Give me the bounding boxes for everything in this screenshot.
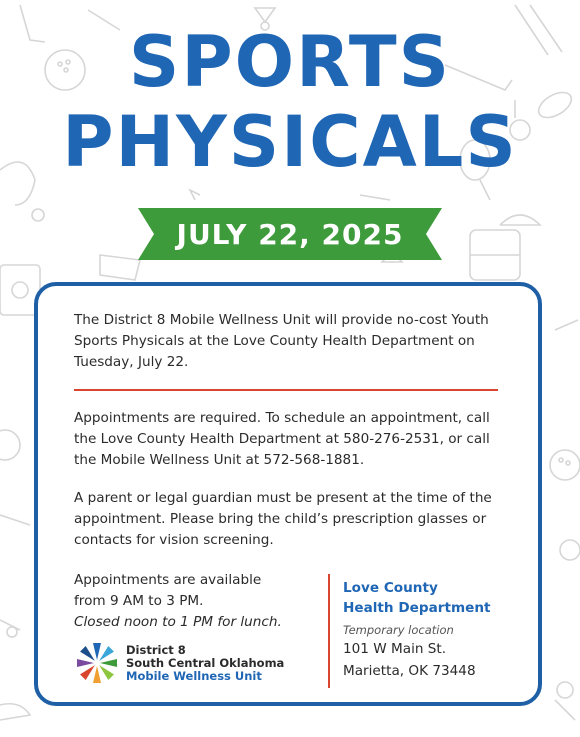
location-name-line-2: Health Department <box>343 600 491 616</box>
district-logo-text <box>126 644 326 683</box>
baseball-bat-icon <box>555 320 578 330</box>
hours-line-2: from 9 AM to 3 PM. <box>74 593 204 609</box>
location-name-line-1: Love County <box>343 580 438 596</box>
column-divider <box>328 574 330 688</box>
hours-line-1: Appointments are available <box>74 572 262 588</box>
hours-block <box>74 570 314 633</box>
location-street: 101 W Main St. <box>343 641 447 657</box>
location-block <box>343 578 533 682</box>
location-city: Marietta, OK 73448 <box>343 663 476 679</box>
logo-line-2: South Central Oklahoma <box>126 656 285 670</box>
logo-line-3: Mobile Wellness Unit <box>126 669 262 683</box>
stopwatch-icon <box>560 540 580 560</box>
ball-icon-right <box>550 450 580 480</box>
pill-icon <box>0 515 30 525</box>
shoe-icon <box>0 704 30 720</box>
guardian-paragraph: A parent or legal guardian must be present at the time of the appointment. Please bring the child’s prescription glasses or contacts for vision screening. <box>74 490 492 548</box>
title-line-1: SPORTS <box>128 21 452 103</box>
baton-icon <box>0 620 20 637</box>
appointments-paragraph: Appointments are required. To schedule an appointment, call the Love County Health Department at 580-276-2531, or call the Mobile Wellness Unit at 572-568-1881. <box>74 410 490 468</box>
hours-lunch-note: Closed noon to 1 PM for lunch. <box>74 614 282 630</box>
medal-icon <box>555 682 575 720</box>
location-note: Temporary location <box>343 623 454 637</box>
ball-icon-left <box>0 430 20 460</box>
hurdle-icon <box>360 195 390 200</box>
intro-paragraph: The District 8 Mobile Wellness Unit will provide no-cost Youth Sports Physicals at the Love County Health Department on Tuesday, July 22. <box>74 312 489 370</box>
logo-line-1: District 8 <box>126 643 186 657</box>
district-logo-icon <box>74 640 120 686</box>
cap-icon <box>470 215 540 280</box>
title-line-2: PHYSICALS <box>62 101 518 183</box>
basketball-hoop-icon <box>100 255 140 280</box>
event-date: JULY 22, 2025 <box>176 217 404 251</box>
plant-icon <box>190 190 200 200</box>
section-divider <box>74 389 498 391</box>
